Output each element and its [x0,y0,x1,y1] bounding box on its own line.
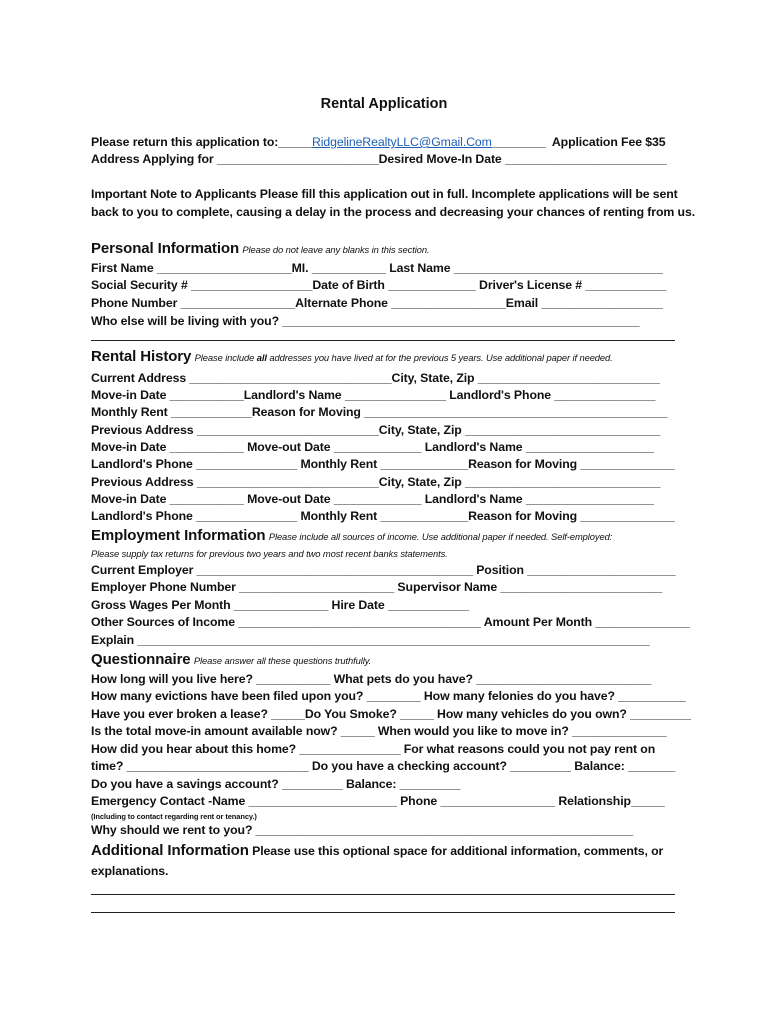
questionnaire-line[interactable]: How long will you live here? ___________ What pets do you have? __________________________ [91,672,652,686]
rental-field-line[interactable]: Move-in Date ___________ Move-out Date _____________ Landlord's Name ___________________ [91,492,654,506]
questionnaire-line[interactable]: time? ___________________________ Do you have a checking account? _________ Balance: _______ [91,759,676,773]
return-email-link[interactable]: RidgelineRealtyLLC@Gmail.Com [311,135,492,149]
questionnaire-line[interactable]: How did you hear about this home? _______________ For what reasons could you not pay rent on [91,742,656,756]
questionnaire-line[interactable]: Do you have a savings account? _________ Balance: _________ [91,777,461,791]
employment-section-heading [91,528,612,545]
address-applying-line[interactable]: Address Applying for ________________________Desired Move-In Date ________________________ [91,152,667,166]
personal-field-line[interactable]: Who else will be living with you? _____________________________________________________ [91,314,640,328]
rental-note: Please include all addresses you have lived at for the previous 5 years. Use additional paper if needed. [194,352,613,363]
employment-field-line[interactable]: Employer Phone Number _______________________ Supervisor Name ________________________ [91,580,663,594]
employment-field-line[interactable]: Other Sources of Income ____________________________________ Amount Per Month ______________ [91,615,690,629]
personal-field-line[interactable]: First Name ____________________MI. ___________ Last Name _______________________________ [91,261,663,275]
rental-field-line[interactable]: Previous Address ___________________________City, State, Zip _____________________________ [91,475,661,489]
personal-heading: Personal Information [91,240,240,257]
blank-rule[interactable] [91,912,675,913]
return-label: Please return this application to:_____ [91,135,312,149]
questionnaire-line[interactable]: Why should we rent to you? ________________________________________________________ [91,823,634,837]
blank-rule[interactable] [91,894,675,895]
personal-note: Please do not leave any blanks in this section. [242,244,430,255]
employment-field-line[interactable]: Explain ____________________________________________________________________________ [91,633,650,647]
questionnaire-line[interactable]: Emergency Contact -Name ______________________ Phone _________________ Relationship_____ [91,794,665,808]
questionnaire-section-heading [91,652,371,669]
rental-field-line[interactable]: Monthly Rent ____________Reason for Moving _____________________________________________ [91,405,668,419]
rental-field-line[interactable]: Landlord's Phone _______________ Monthly Rent _____________Reason for Moving ______________ [91,509,675,523]
employment-note-2: Please supply tax returns for previous two years and two most recent banks statements. [91,548,448,559]
questionnaire-line[interactable]: Is the total move-in amount available now? _____ When would you like to move in? ______________ [91,724,667,738]
questionnaire-note: Please answer all these questions truthfully. [193,655,372,666]
rental-field-line[interactable]: Previous Address ___________________________City, State, Zip _____________________________ [91,423,661,437]
employment-field-line[interactable]: Current Employer _________________________________________ Position ______________________ [91,563,676,577]
personal-field-line[interactable]: Phone Number _________________Alternate Phone _________________Email __________________ [91,296,663,310]
rental-section-heading [91,349,613,366]
contact-note: (Including to contact regarding rent or tenancy.) [91,812,257,821]
personal-field-line[interactable]: Social Security # __________________Date of Birth _____________ Driver's License # ____________ [91,278,667,292]
page-title: Rental Application [320,96,448,112]
rental-field-line[interactable]: Move-in Date ___________Landlord's Name _______________ Landlord's Phone _______________ [91,388,656,402]
employment-note: Please include all sources of income. Use additional paper if needed. Self-employed: [268,531,613,542]
rental-field-line[interactable]: Landlord's Phone _______________ Monthly Rent _____________Reason for Moving ______________ [91,457,675,471]
questionnaire-heading: Questionnaire [91,651,191,668]
additional-text: Please use this optional space for additional information, comments, or [252,844,664,858]
questionnaire-line[interactable]: Have you ever broken a lease? _____Do You Smoke? _____ How many vehicles do you own? _________ [91,707,691,721]
blank-rule[interactable] [91,340,675,341]
additional-section-heading [91,843,663,859]
return-line [91,134,665,150]
additional-text-2: explanations. [91,864,169,878]
employment-heading: Employment Information [91,527,266,544]
rental-heading: Rental History [91,348,192,365]
important-note-line-2: back to you to complete, causing a delay in the process and decreasing your chances of renting from us. [91,205,696,219]
application-fee: ________ Application Fee $35 [491,135,666,149]
employment-field-line[interactable]: Gross Wages Per Month ______________ Hire Date ____________ [91,598,469,612]
additional-heading: Additional Information [91,842,249,859]
personal-section-heading [91,241,429,258]
important-note-line-1: Important Note to Applicants Please fill this application out in full. Incomplete applications will be sent [91,187,678,201]
rental-field-line[interactable]: Move-in Date ___________ Move-out Date _____________ Landlord's Name ___________________ [91,440,654,454]
rental-field-line[interactable]: Current Address ______________________________City, State, Zip ___________________________ [91,371,660,385]
questionnaire-line[interactable]: How many evictions have been filed upon you? ________ How many felonies do you have? __________ [91,689,686,703]
